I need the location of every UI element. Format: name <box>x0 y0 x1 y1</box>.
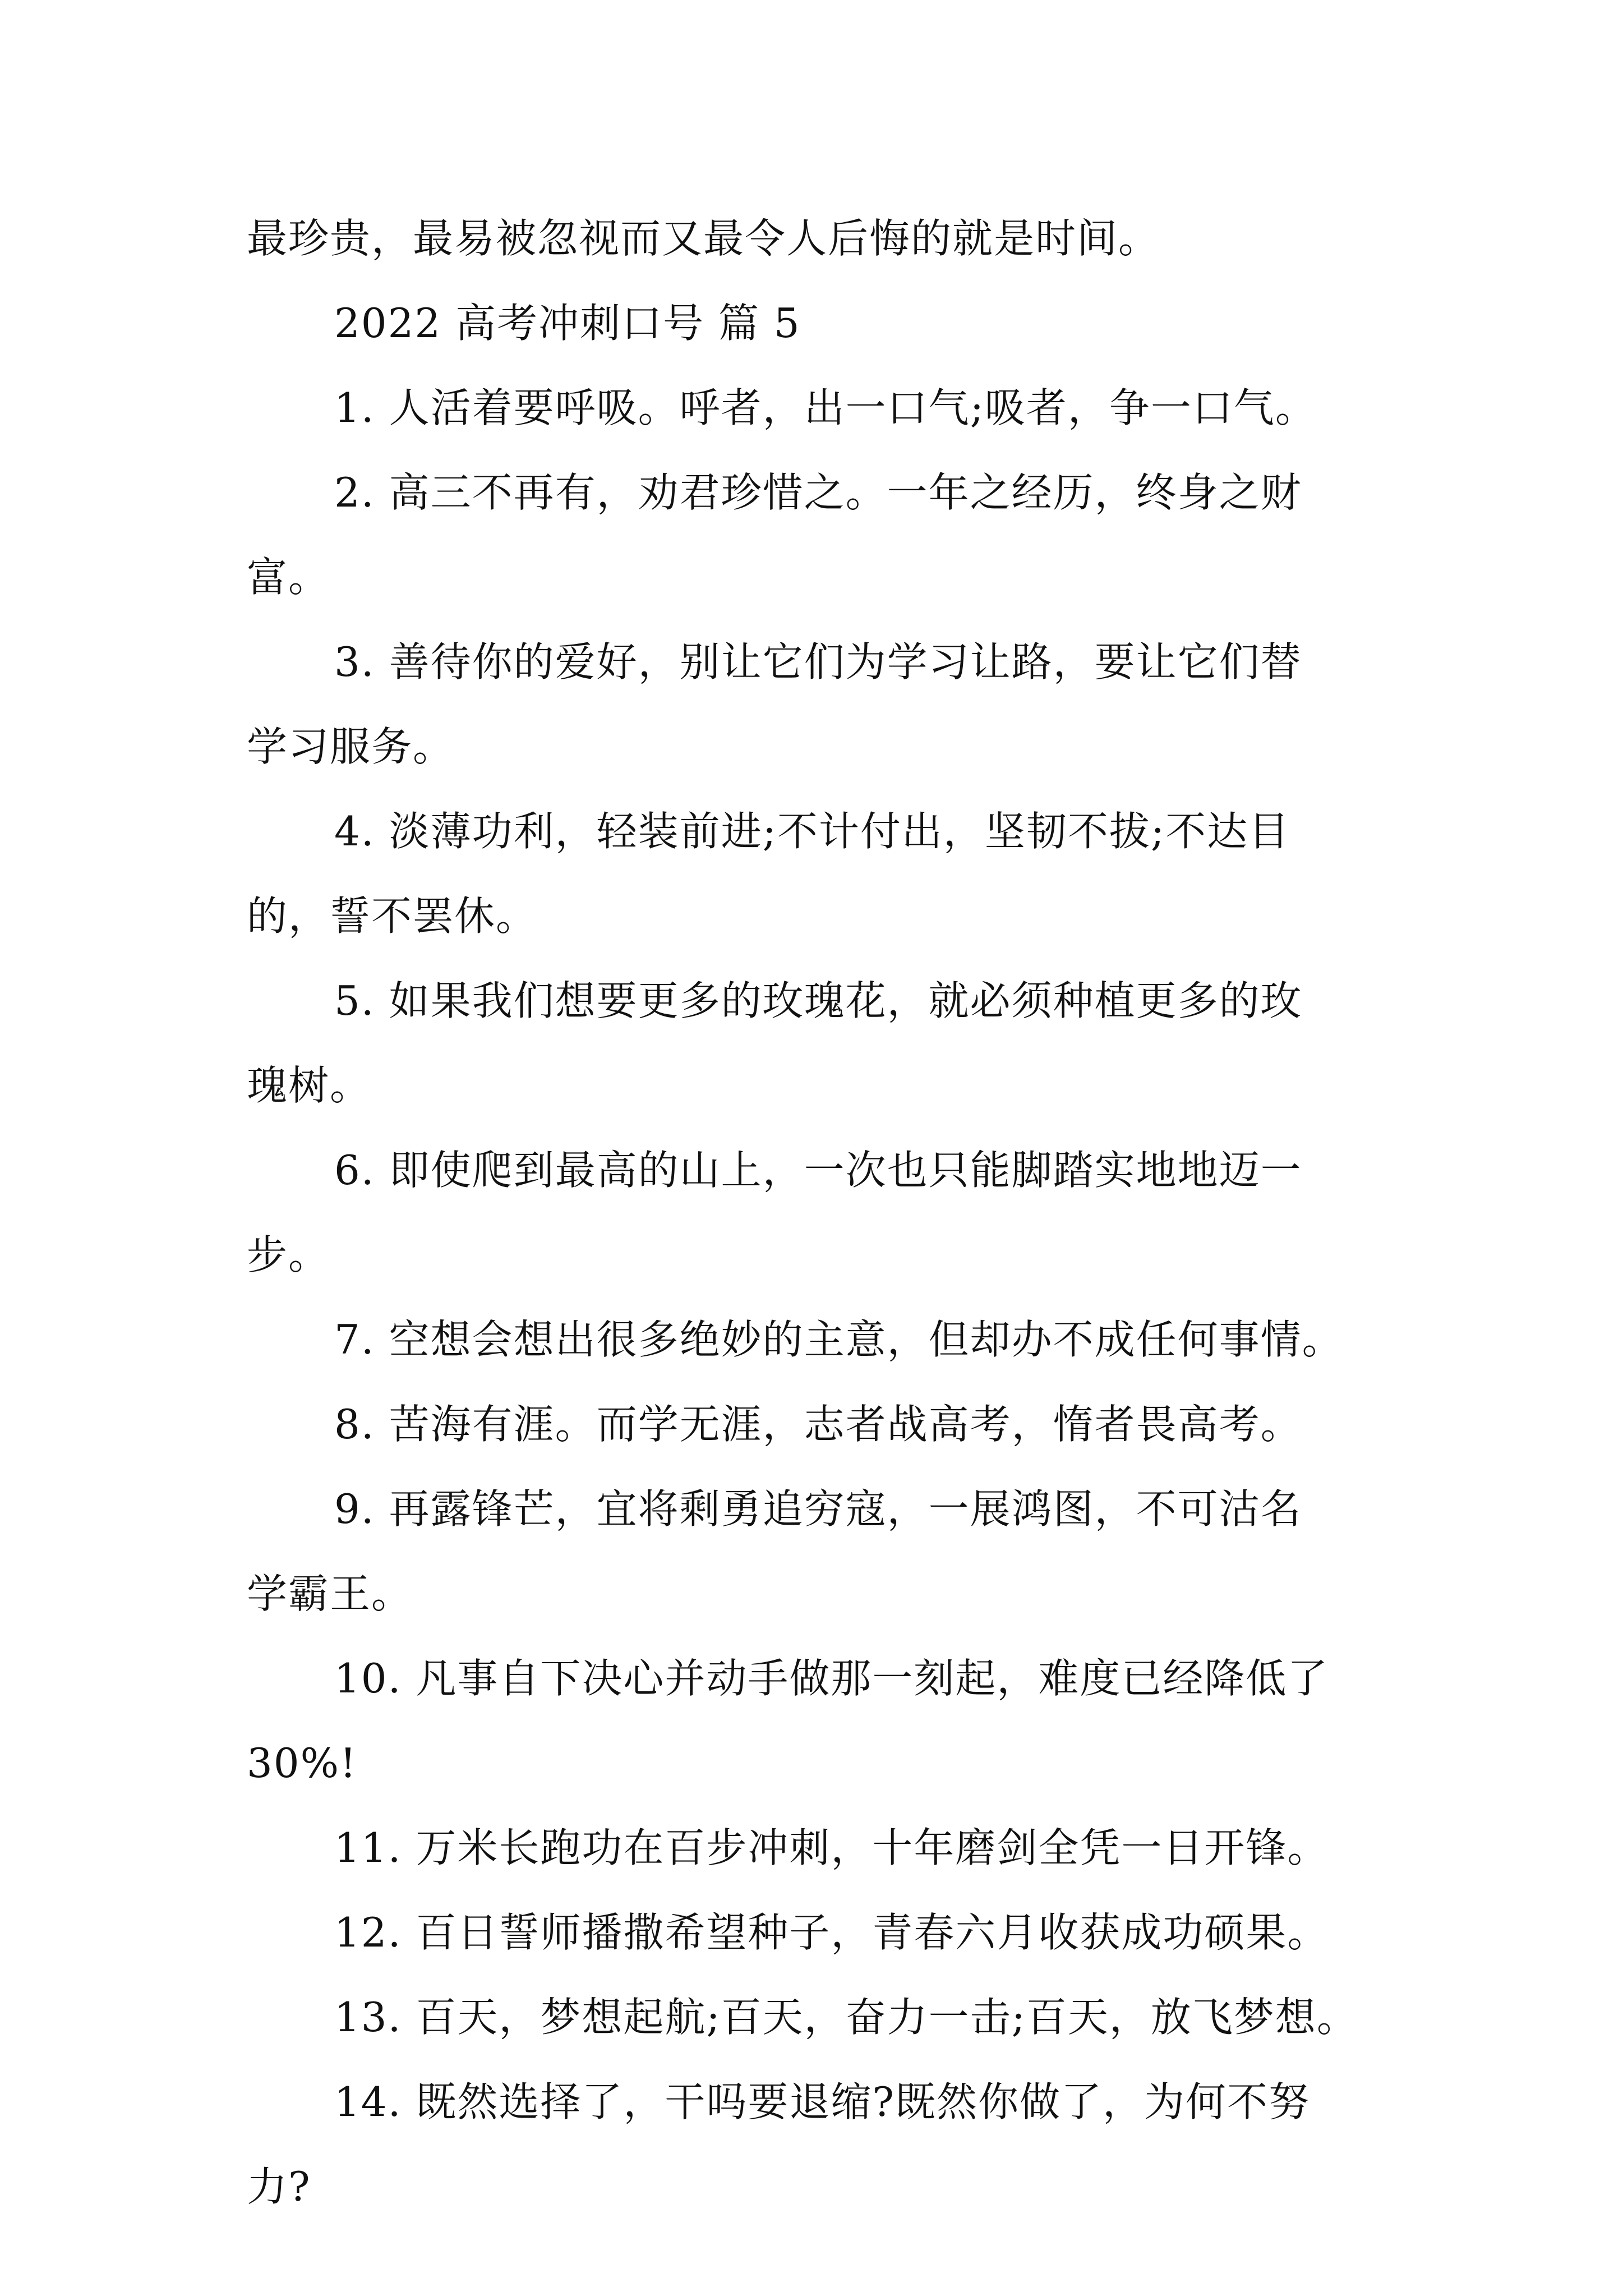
list-item-6-continued: 步。 <box>247 1231 330 1278</box>
list-item-3: 3. 善待你的爱好，别让它们为学习让路，要让它们替 <box>334 638 1302 685</box>
list-item-13: 13. 百天，梦想起航;百天，奋力一击;百天，放飞梦想。 <box>334 1994 1358 2041</box>
list-item-4: 4. 淡薄功利，轻装前进;不计付出，坚韧不拔;不达目 <box>334 808 1290 855</box>
list-item-10-continued: 30%! <box>247 1740 357 1787</box>
section-heading: 2022 高考冲刺口号 篇 5 <box>334 300 801 347</box>
list-item-9-continued: 学霸王。 <box>247 1570 413 1617</box>
list-item-4-continued: 的，誓不罢休。 <box>247 892 538 940</box>
list-item-2: 2. 高三不再有，劝君珍惜之。一年之经历，终身之财 <box>334 469 1302 516</box>
list-item-5: 5. 如果我们想要更多的玫瑰花，就必须种植更多的玫 <box>334 977 1302 1024</box>
list-item-9: 9. 再露锋芒，宜将剩勇追穷寇，一展鸿图，不可沽名 <box>334 1485 1302 1533</box>
list-item-7: 7. 空想会想出很多绝妙的主意，但却办不成任何事情。 <box>334 1316 1344 1363</box>
list-item-8: 8. 苦海有涯。而学无涯，志者战高考，惰者畏高考。 <box>334 1401 1302 1448</box>
list-item-2-continued: 富。 <box>247 554 330 601</box>
list-item-3-continued: 学习服务。 <box>247 723 455 770</box>
body-text-line: 最珍贵，最易被忽视而又最令人后悔的就是时间。 <box>247 215 1160 262</box>
list-item-1: 1. 人活着要呼吸。呼者，出一口气;吸者，争一口气。 <box>334 384 1317 431</box>
list-item-11: 11. 万米长跑功在百步冲刺，十年磨剑全凭一日开锋。 <box>334 1824 1329 1871</box>
list-item-6: 6. 即使爬到最高的山上，一次也只能脚踏实地地迈一 <box>334 1147 1302 1194</box>
list-item-12: 12. 百日誓师播撒希望种子，青春六月收获成功硕果。 <box>334 1909 1329 1956</box>
list-item-5-continued: 瑰树。 <box>247 1062 372 1109</box>
list-item-14: 14. 既然选择了，干吗要退缩?既然你做了，为何不努 <box>334 2078 1310 2125</box>
list-item-14-continued: 力? <box>247 2163 311 2210</box>
list-item-10: 10. 凡事自下决心并动手做那一刻起，难度已经降低了 <box>334 1655 1329 1702</box>
